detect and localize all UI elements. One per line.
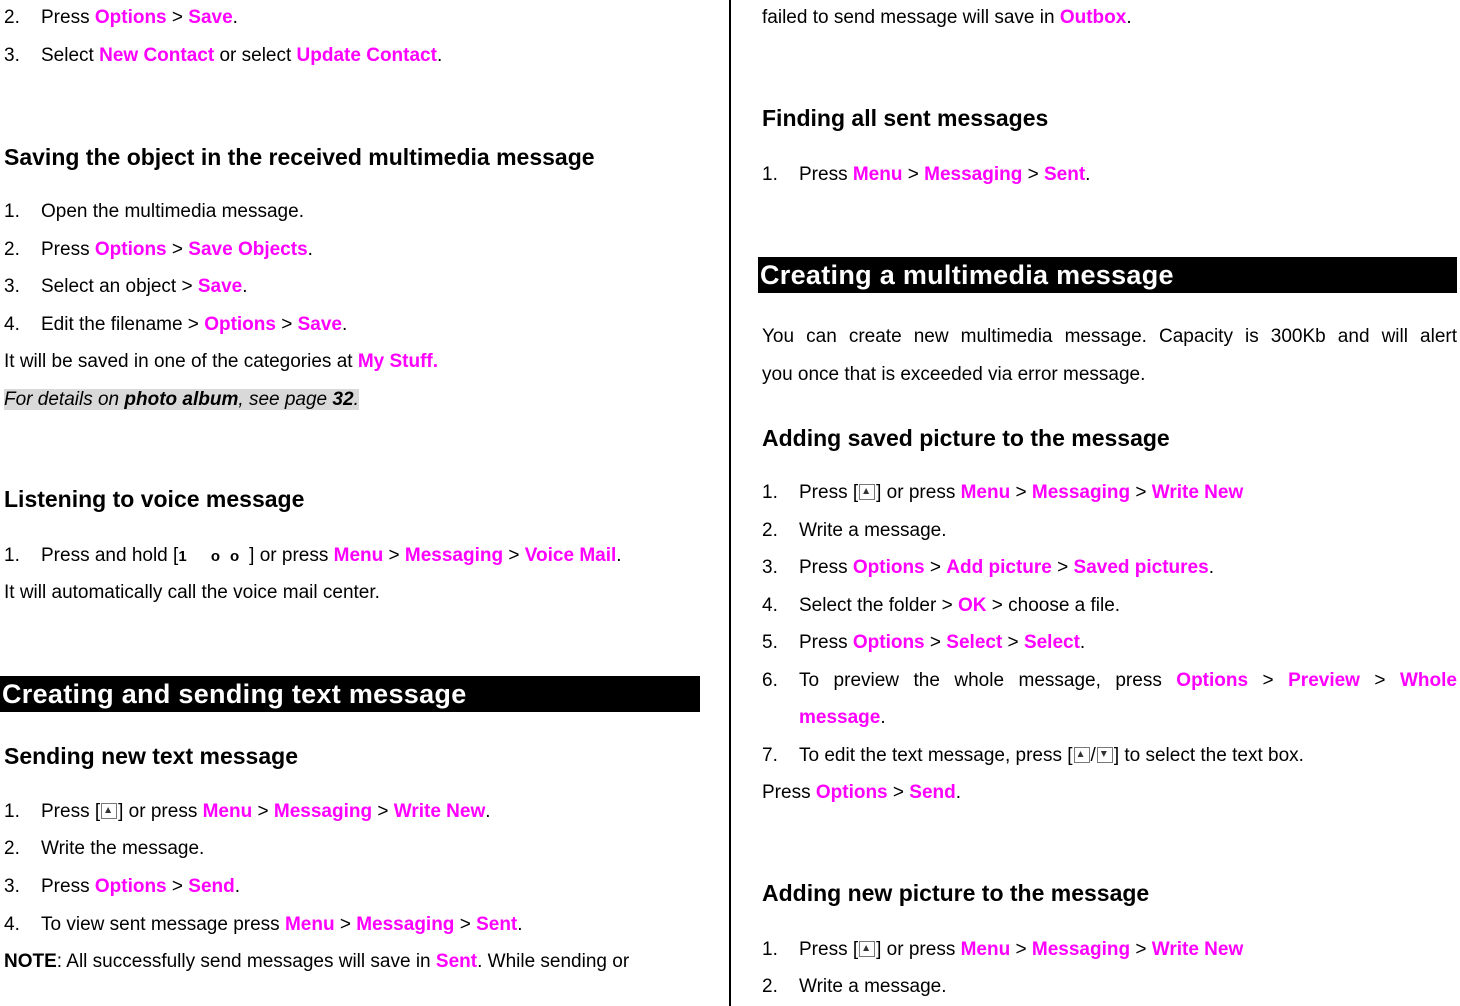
separator: > (166, 239, 189, 260)
send-text-heading: Sending new text message (4, 743, 298, 769)
find-sent-heading: Finding all sent messages (762, 105, 1049, 131)
menu-term: Options (815, 782, 888, 803)
step-end: . (1079, 632, 1086, 653)
step-text: Press (41, 7, 95, 28)
step-number: 1. (762, 482, 778, 503)
separator: > (275, 314, 298, 335)
intro-line: You can create new multimedia message. Capacity is 300Kb and will alert (762, 326, 1457, 347)
step-text: > choose a file. (986, 595, 1121, 616)
separator: > (1010, 482, 1032, 503)
step-number: 3. (4, 876, 20, 897)
menu-term: Send (188, 876, 235, 897)
page-reference (4, 388, 359, 412)
separator: / (1090, 745, 1096, 766)
saved-picture-heading: Adding saved picture to the message (762, 425, 1170, 451)
separator: > (924, 632, 947, 653)
step-end: . (436, 45, 443, 66)
separator: > (902, 164, 925, 185)
step-text: Select the folder > (799, 595, 958, 616)
separator: > (1130, 482, 1152, 503)
step-number: 2. (4, 838, 20, 859)
menu-term: Send (909, 782, 956, 803)
step-number: 2. (4, 7, 20, 28)
menu-term: Save (188, 7, 233, 28)
menu-term: Write New (393, 801, 486, 822)
step-number: 1. (762, 939, 778, 960)
menu-term: Options (94, 876, 167, 897)
step-text: Press and hold [ (41, 545, 179, 566)
step-text: ] or press (249, 545, 334, 566)
column-divider (729, 0, 731, 1006)
menu-term: Preview (1288, 670, 1360, 691)
ref-topic: photo album (124, 389, 239, 410)
step-number: 1. (4, 545, 20, 566)
menu-term: Messaging (1031, 482, 1131, 503)
step-text: ] or press (118, 801, 203, 822)
separator: > (1002, 632, 1024, 653)
menu-term: Options (94, 7, 167, 28)
section-title-bar: Creating and sending text message (0, 676, 700, 712)
nav-down-key-icon (1097, 747, 1113, 763)
menu-term: Messaging (356, 914, 455, 935)
step-text: Press [ (41, 801, 101, 822)
menu-term: Save (297, 314, 342, 335)
voicemail-key-icon: 1 oo (178, 548, 250, 565)
step-end: . (517, 914, 523, 935)
menu-term: Save (197, 276, 243, 297)
step-number: 2. (762, 976, 778, 997)
menu-term: Options (94, 239, 167, 260)
step-text: ] or press (876, 482, 961, 503)
menu-term: Write New (1151, 482, 1244, 503)
step-end: . (1208, 557, 1214, 578)
send-instruction (762, 781, 961, 805)
step-end: . (232, 7, 238, 28)
separator: > (166, 876, 189, 897)
save-location-note (4, 350, 438, 374)
soft-key-icon (101, 803, 117, 819)
step-end: . (485, 801, 491, 822)
step-number: 7. (762, 745, 778, 766)
step-number: 3. (4, 276, 20, 297)
step-text: Open the multimedia message. (41, 201, 304, 222)
menu-term: Menu (960, 482, 1011, 503)
menu-term: Messaging (1031, 939, 1131, 960)
step-text: Press [ (799, 939, 859, 960)
menu-term: Save Objects (188, 239, 308, 260)
note-text: It will be saved in one of the categories at (4, 351, 358, 372)
separator: > (372, 801, 394, 822)
section-title-bar: Creating a multimedia message (758, 257, 1457, 293)
step-number: 4. (4, 314, 20, 335)
separator: > (887, 782, 910, 803)
menu-term: Menu (960, 939, 1011, 960)
step-end: . (342, 314, 348, 335)
step-word: preview (833, 670, 900, 691)
step-word: To (799, 670, 820, 691)
separator: > (1022, 164, 1044, 185)
separator: > (166, 7, 189, 28)
menu-term: Menu (202, 801, 253, 822)
separator: > (1374, 670, 1386, 691)
step-number: 1. (4, 801, 20, 822)
separator: or select (214, 45, 297, 66)
new-picture-heading: Adding new picture to the message (762, 880, 1150, 906)
step-word: whole (954, 670, 1005, 691)
step-text: To view sent message press (41, 914, 285, 935)
step-word: the (913, 670, 940, 691)
note-text: : All successfully send messages will save in (56, 951, 436, 972)
step-text: Write a message. (799, 520, 947, 541)
separator: > (1262, 670, 1274, 691)
voice-note: It will automatically call the voice mail center. (4, 582, 380, 603)
step-end: . (242, 276, 248, 297)
step-number: 1. (762, 164, 778, 185)
step-text: Press (41, 239, 95, 260)
step-number: 2. (762, 520, 778, 541)
menu-term: OK (957, 595, 987, 616)
step-number: 2. (4, 239, 20, 260)
menu-term: Select (946, 632, 1003, 653)
menu-term: Menu (852, 164, 903, 185)
separator: > (1130, 939, 1152, 960)
menu-term: Menu (284, 914, 335, 935)
voice-heading: Listening to voice message (4, 486, 305, 512)
menu-term: Messaging (273, 801, 373, 822)
separator: > (454, 914, 477, 935)
intro-line: you once that is exceeded via error message. (762, 364, 1146, 385)
step-line-justified (799, 669, 1457, 693)
step-end: . (1085, 164, 1091, 185)
step-text: Write the message. (41, 838, 205, 859)
step-text: Edit the filename > (41, 314, 205, 335)
menu-term: Write New (1151, 939, 1244, 960)
step-word: message, (1018, 670, 1101, 691)
menu-term: Options (204, 314, 276, 335)
step-text: Select an object > (41, 276, 198, 297)
step-number: 3. (762, 557, 778, 578)
step-text: Press (799, 557, 853, 578)
separator: > (1051, 557, 1074, 578)
menu-term: Sent (476, 914, 518, 935)
step-number: 4. (4, 914, 20, 935)
note-label: NOTE (4, 951, 57, 972)
menu-term: Messaging (924, 164, 1023, 185)
note-text: . While sending or (477, 951, 630, 972)
note-end: . (1126, 7, 1132, 28)
step-text: ] to select the text box. (1113, 745, 1304, 766)
step-end: . (307, 239, 313, 260)
menu-term: message (799, 707, 881, 728)
menu-term: Options (852, 557, 925, 578)
step-end: . (880, 707, 886, 728)
ref-text: For details on (4, 389, 125, 410)
step-number: 5. (762, 632, 778, 653)
ref-text: , see page (238, 389, 333, 410)
menu-term: Options (1176, 670, 1249, 691)
step-number: 6. (762, 670, 778, 691)
menu-term: Update Contact (296, 45, 437, 66)
step-text: Select (41, 45, 100, 66)
nav-up-key-icon (1074, 747, 1090, 763)
menu-term: Sent (435, 951, 478, 972)
menu-term: Whole (1400, 670, 1457, 691)
ref-page-number: 32 (332, 389, 354, 410)
separator: > (334, 914, 357, 935)
separator: > (503, 545, 525, 566)
menu-term: Sent (1043, 164, 1086, 185)
step-text: ] or press (876, 939, 961, 960)
separator: > (252, 801, 274, 822)
menu-term: Options (852, 632, 925, 653)
step-text: Press (799, 164, 853, 185)
step-end: . (955, 782, 962, 803)
step-text: Press (41, 876, 95, 897)
soft-key-icon (859, 484, 875, 500)
menu-term: Outbox (1059, 7, 1127, 28)
step-text: Press (762, 782, 816, 803)
save-object-heading: Saving the object in the received multimedia message (4, 144, 595, 170)
menu-term: Messaging (404, 545, 504, 566)
note-text: failed to send message will save in (762, 7, 1060, 28)
step-number: 4. (762, 595, 778, 616)
separator: > (383, 545, 405, 566)
menu-term: My Stuff. (357, 351, 439, 372)
menu-term: Saved pictures (1073, 557, 1209, 578)
menu-term: Menu (333, 545, 384, 566)
step-text: Press (799, 632, 853, 653)
outbox-note (762, 6, 1132, 30)
separator: > (924, 557, 947, 578)
step-end: . (616, 545, 622, 566)
separator: > (1010, 939, 1032, 960)
step-text: Write a message. (799, 976, 947, 997)
step-number: 3. (4, 45, 20, 66)
soft-key-icon (859, 941, 875, 957)
menu-term: Select (1023, 632, 1080, 653)
step-number: 1. (4, 201, 20, 222)
menu-term: Voice Mail (524, 545, 617, 566)
menu-term: Add picture (946, 557, 1052, 578)
step-end: . (234, 876, 241, 897)
step-text: To edit the text message, press [ (799, 745, 1073, 766)
step-text: Press [ (799, 482, 859, 503)
note-paragraph (4, 950, 629, 974)
step-word: press (1115, 670, 1162, 691)
ref-end: . (353, 389, 359, 410)
menu-term: New Contact (99, 45, 215, 66)
list-item (762, 669, 1457, 731)
